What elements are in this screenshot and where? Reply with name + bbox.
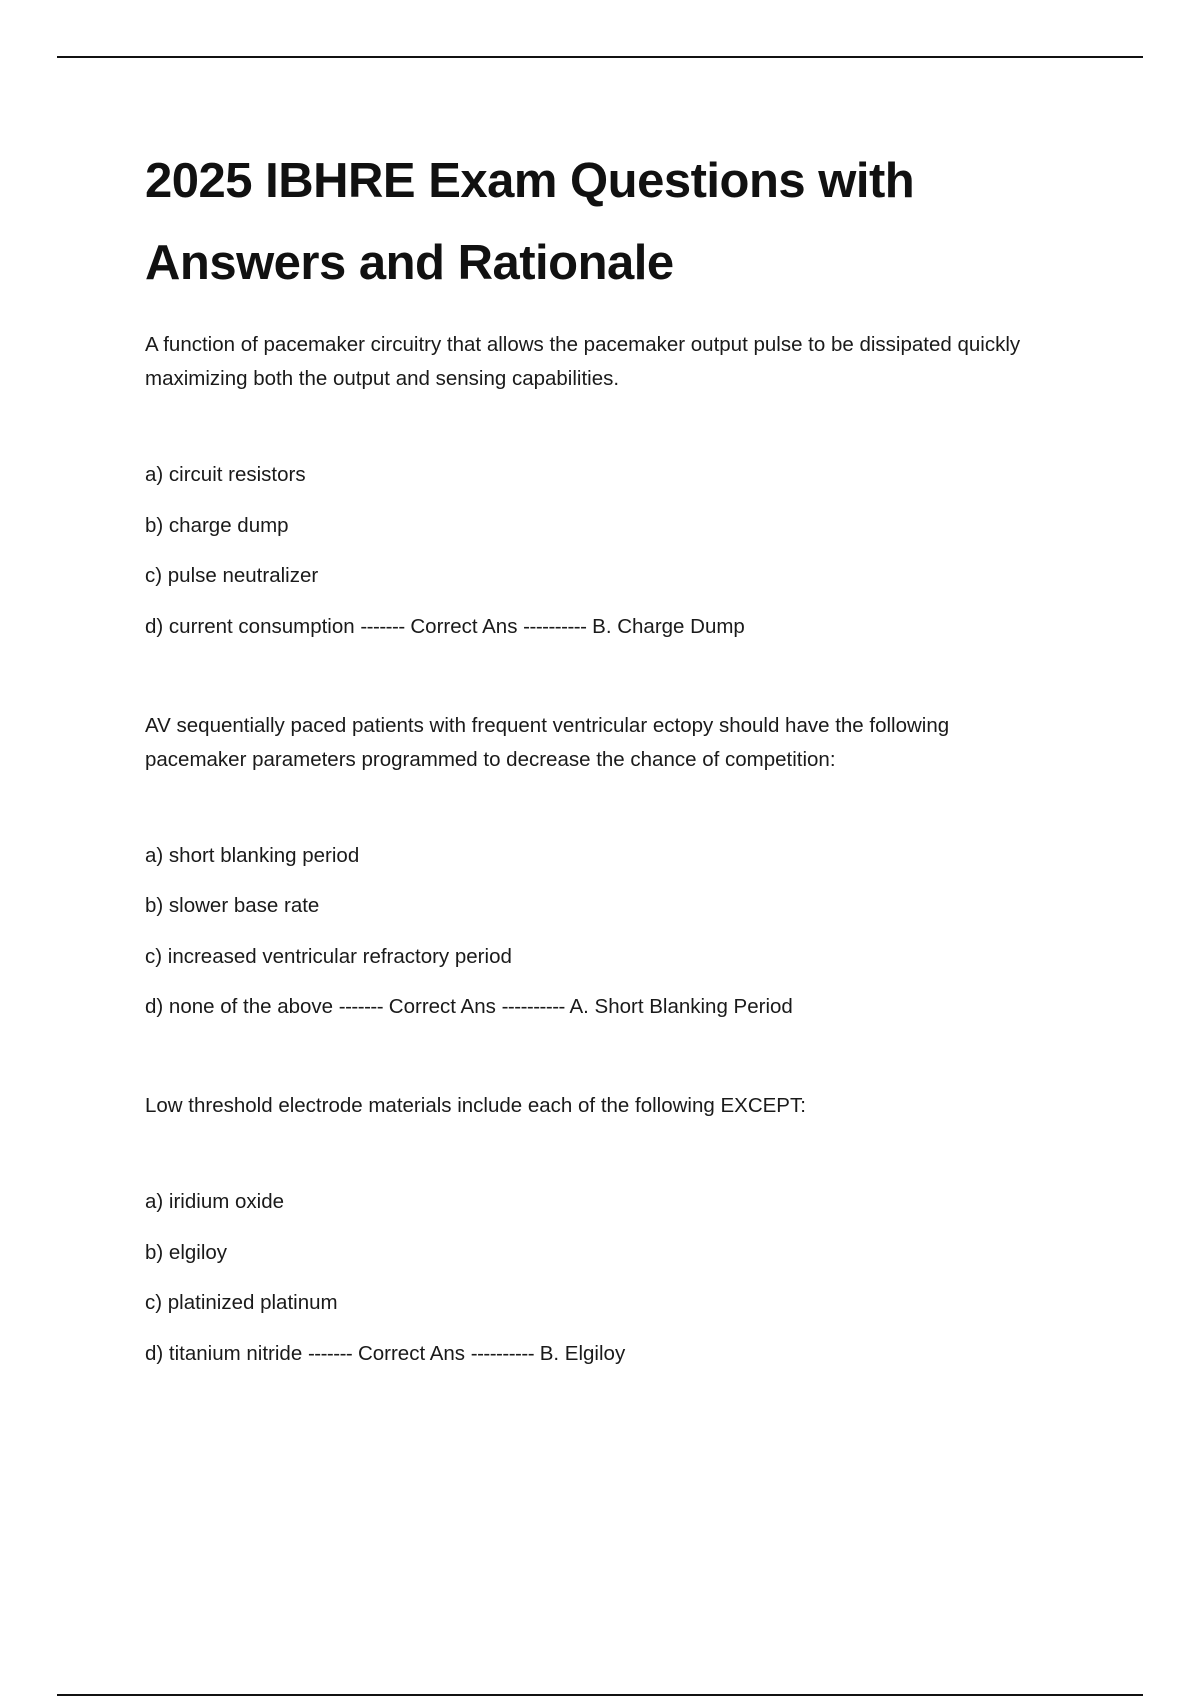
option-d-with-answer: [145, 993, 1045, 1021]
separator: ----------: [523, 614, 587, 638]
question-text: A function of pacemaker circuitry that allows the pacemaker output pulse to be dissipated quickly maximizing both the output and sensing capabilities.: [145, 333, 1021, 390]
question-block: [145, 709, 1045, 1022]
option-c: c) platinized platinum: [145, 1291, 338, 1314]
option-b: b) charge dump: [145, 513, 289, 537]
option-a: a) circuit resistors: [145, 463, 306, 486]
answer-options: [145, 1188, 1045, 1368]
correct-answer: B. Charge Dump: [592, 614, 745, 638]
option-d: d) titanium nitride: [145, 1341, 303, 1365]
option-b: b) slower base rate: [145, 894, 320, 917]
option-a: a) short blanking period: [145, 843, 360, 867]
correct-answer: B. Elgiloy: [539, 1341, 626, 1365]
option-d: d) current consumption: [145, 614, 355, 638]
answer-options: [145, 842, 1045, 1022]
correct-answer: A. Short Blanking Period: [569, 995, 793, 1018]
option-c: c) pulse neutralizer: [145, 564, 319, 587]
answer-options: [145, 461, 1045, 641]
bottom-divider: [57, 1694, 1143, 1696]
separator: ----------: [470, 1341, 535, 1365]
title-line-1: 2025 IBHRE Exam Questions with: [145, 154, 915, 208]
question-text: Low threshold electrode materials include each of the following EXCEPT:: [145, 1094, 806, 1117]
option-a: a) iridium oxide: [145, 1190, 284, 1213]
question-text: AV sequentially paced patients with frequent ventricular ectopy should have the following pacemaker parameters programmed to decrease the chance of competition:: [145, 713, 950, 771]
separator: -------: [360, 614, 405, 638]
option-d: d) none of the above: [145, 995, 334, 1018]
correct-label: Correct Ans: [388, 995, 496, 1018]
option-d-with-answer: [145, 613, 1045, 641]
question-block: [145, 1089, 1045, 1368]
separator: -------: [307, 1341, 353, 1365]
title-line-2: Answers and Rationale: [145, 236, 674, 290]
correct-label: Correct Ans: [410, 614, 518, 638]
option-c: c) increased ventricular refractory period: [145, 944, 512, 968]
option-b: b) elgiloy: [145, 1240, 228, 1264]
top-divider: [57, 56, 1143, 58]
correct-label: Correct Ans: [357, 1341, 466, 1365]
document-title: [145, 140, 1045, 304]
separator: -------: [338, 995, 384, 1018]
option-d-with-answer: [145, 1340, 1045, 1368]
separator: ----------: [501, 995, 565, 1018]
question-block: [145, 328, 1045, 641]
document-body: [145, 140, 1045, 1368]
